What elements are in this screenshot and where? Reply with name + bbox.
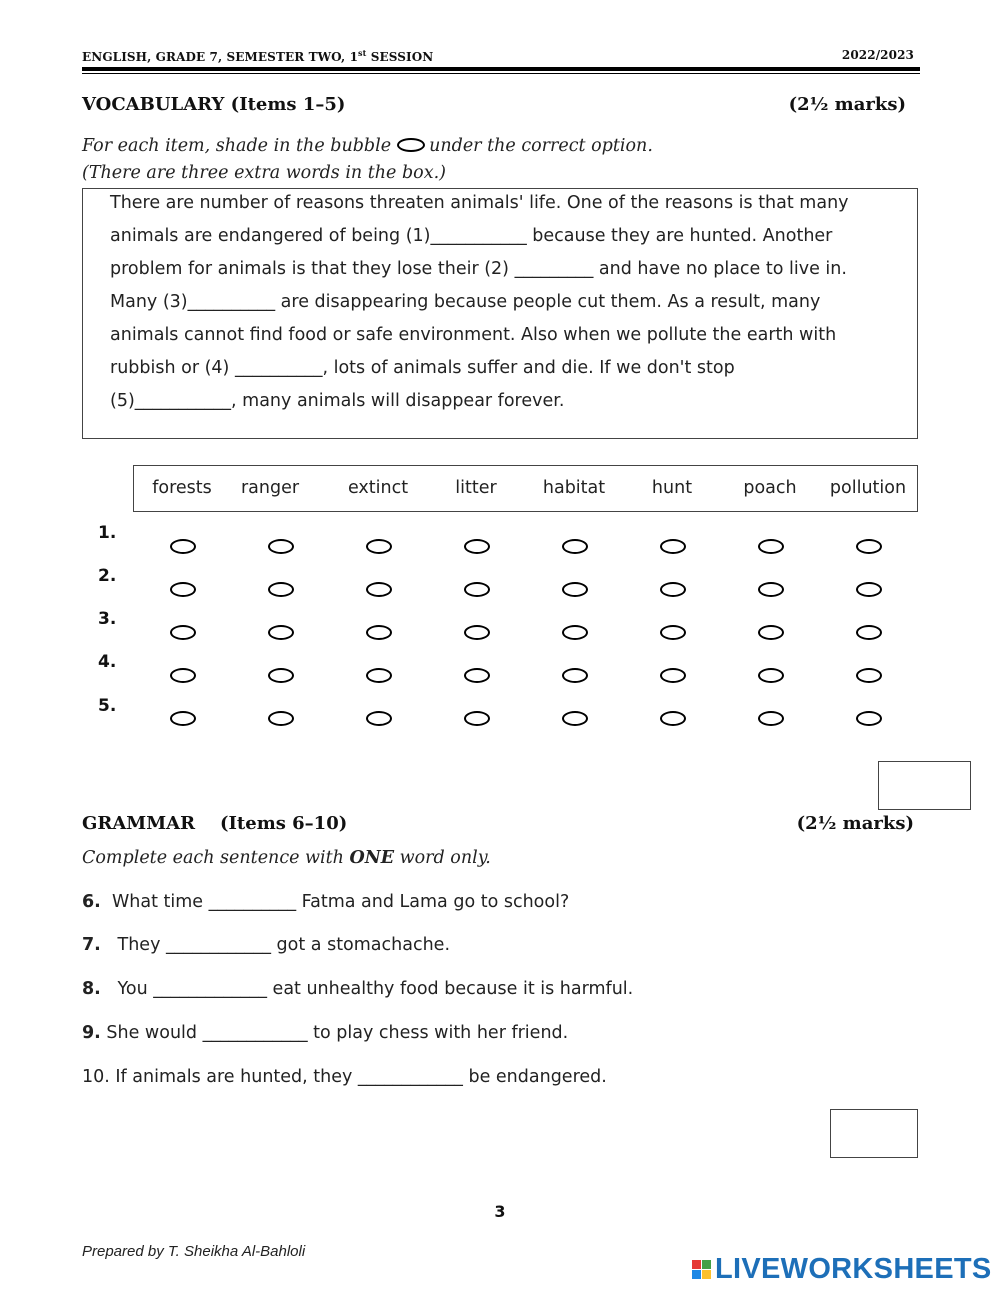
answer-bubble-2-ranger[interactable] xyxy=(268,582,294,597)
word-option-pollution: pollution xyxy=(829,478,907,498)
passage-text xyxy=(110,187,910,418)
item-number-1: 1. xyxy=(98,523,117,543)
score-box-vocabulary[interactable] xyxy=(878,761,971,810)
answer-bubble-3-pollution[interactable] xyxy=(856,625,882,640)
word-option-litter: litter xyxy=(455,478,497,498)
answer-bubble-5-poach[interactable] xyxy=(758,711,784,726)
answer-bubble-5-litter[interactable] xyxy=(464,711,490,726)
answer-bubble-2-litter[interactable] xyxy=(464,582,490,597)
vocabulary-marks: (2½ marks) xyxy=(788,94,906,115)
answer-bubble-3-extinct[interactable] xyxy=(366,625,392,640)
answer-bubble-1-ranger[interactable] xyxy=(268,539,294,554)
passage-line: problem for animals is that they lose their (2) _________ and have no place to live in. xyxy=(110,259,847,279)
answer-bubble-4-forests[interactable] xyxy=(170,668,196,683)
passage-line: Many (3)__________ are disappearing because people cut them. As a result, many xyxy=(110,292,821,312)
answer-bubble-4-extinct[interactable] xyxy=(366,668,392,683)
answer-bubble-2-poach[interactable] xyxy=(758,582,784,597)
answer-bubble-2-forests[interactable] xyxy=(170,582,196,597)
passage-line: (5)___________, many animals will disappear forever. xyxy=(110,391,565,411)
word-option-forests: forests xyxy=(152,478,212,498)
grammar-title: GRAMMAR xyxy=(82,813,196,834)
item-number-3: 3. xyxy=(98,609,117,629)
answer-bubble-1-hunt[interactable] xyxy=(660,539,686,554)
answer-bubble-1-poach[interactable] xyxy=(758,539,784,554)
passage-line: animals are endangered of being (1)___________ because they are hunted. Another xyxy=(110,226,833,246)
exam-header-year: 2022/2023 xyxy=(841,48,914,62)
word-option-extinct: extinct xyxy=(347,478,409,498)
passage-line: rubbish or (4) __________, lots of animals suffer and die. If we don't stop xyxy=(110,358,735,378)
vocabulary-instruction: For each item, shade in the bubble under the correct option. xyxy=(82,136,653,156)
liveworksheets-logo[interactable] xyxy=(692,1253,992,1286)
answer-bubble-3-ranger[interactable] xyxy=(268,625,294,640)
answer-bubble-1-forests[interactable] xyxy=(170,539,196,554)
grammar-instruction: Complete each sentence with ONE word only. xyxy=(82,848,491,868)
answer-bubble-5-hunt[interactable] xyxy=(660,711,686,726)
answer-bubble-3-poach[interactable] xyxy=(758,625,784,640)
answer-bubble-5-habitat[interactable] xyxy=(562,711,588,726)
vocabulary-instruction-note: (There are three extra words in the box.) xyxy=(82,163,446,183)
prepared-by: Prepared by T. Sheikha Al-Bahloli xyxy=(82,1243,306,1260)
word-option-hunt: hunt xyxy=(651,478,693,498)
header-rule-thin xyxy=(82,73,920,74)
answer-bubble-1-pollution[interactable] xyxy=(856,539,882,554)
grammar-item-8[interactable]: 8. You _____________ eat unhealthy food because it is harmful. xyxy=(82,979,634,999)
answer-bubble-1-extinct[interactable] xyxy=(366,539,392,554)
header-rule xyxy=(82,67,920,71)
answer-bubble-3-litter[interactable] xyxy=(464,625,490,640)
logo-text: LIVEWORKSHEETS xyxy=(715,1253,992,1285)
grammar-item-9[interactable]: 9. She would ____________ to play chess with her friend. xyxy=(82,1023,569,1043)
passage-line: There are number of reasons threaten animals' life. One of the reasons is that many xyxy=(110,193,849,213)
answer-bubble-5-pollution[interactable] xyxy=(856,711,882,726)
grammar-item-7[interactable]: 7. They ____________ got a stomachache. xyxy=(82,935,451,955)
vocabulary-title: VOCABULARY (Items 1–5) xyxy=(82,94,346,115)
word-option-ranger: ranger xyxy=(240,478,300,498)
answer-bubble-5-extinct[interactable] xyxy=(366,711,392,726)
answer-bubble-1-litter[interactable] xyxy=(464,539,490,554)
item-number-4: 4. xyxy=(98,652,117,672)
word-option-poach: poach xyxy=(743,478,797,498)
answer-bubble-4-ranger[interactable] xyxy=(268,668,294,683)
grammar-marks: (2½ marks) xyxy=(796,813,914,834)
grammar-items: (Items 6–10) xyxy=(220,813,348,834)
answer-bubble-4-hunt[interactable] xyxy=(660,668,686,683)
answer-bubble-4-litter[interactable] xyxy=(464,668,490,683)
grammar-item-6[interactable]: 6. What time __________ Fatma and Lama go to school? xyxy=(82,892,570,912)
item-number-2: 2. xyxy=(98,566,117,586)
answer-bubble-2-habitat[interactable] xyxy=(562,582,588,597)
answer-bubble-5-forests[interactable] xyxy=(170,711,196,726)
answer-bubble-2-extinct[interactable] xyxy=(366,582,392,597)
item-number-5: 5. xyxy=(98,696,117,716)
passage-line: animals cannot find food or safe environment. Also when we pollute the earth with xyxy=(110,325,837,345)
word-option-habitat: habitat xyxy=(542,478,606,498)
answer-bubble-5-ranger[interactable] xyxy=(268,711,294,726)
answer-bubble-4-habitat[interactable] xyxy=(562,668,588,683)
answer-bubble-3-forests[interactable] xyxy=(170,625,196,640)
logo-cubes-icon xyxy=(692,1260,711,1279)
score-box-grammar[interactable] xyxy=(830,1109,918,1158)
answer-bubble-3-hunt[interactable] xyxy=(660,625,686,640)
answer-bubble-4-pollution[interactable] xyxy=(856,668,882,683)
grammar-item-10[interactable]: 10. If animals are hunted, they ____________ be endangered. xyxy=(82,1067,607,1087)
exam-header-left: ENGLISH, GRADE 7, SEMESTER TWO, 1st SESSION xyxy=(82,48,434,64)
answer-bubble-2-hunt[interactable] xyxy=(660,582,686,597)
bubble-example-icon xyxy=(397,138,425,152)
answer-bubble-4-poach[interactable] xyxy=(758,668,784,683)
answer-bubble-1-habitat[interactable] xyxy=(562,539,588,554)
answer-bubble-2-pollution[interactable] xyxy=(856,582,882,597)
page-number: 3 xyxy=(494,1202,506,1221)
answer-bubble-3-habitat[interactable] xyxy=(562,625,588,640)
